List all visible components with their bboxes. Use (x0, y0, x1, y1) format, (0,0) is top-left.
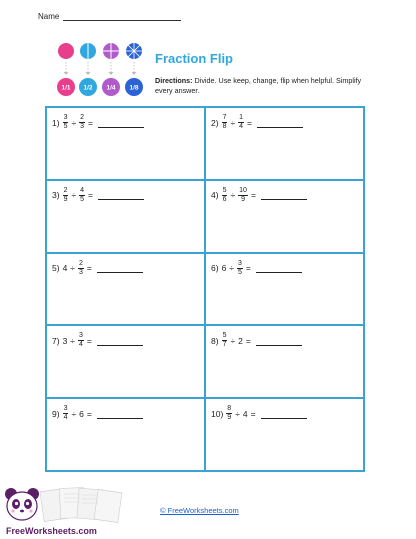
whole-number: 6 (221, 263, 227, 274)
denominator: 9 (227, 414, 232, 422)
problem-cell[interactable] (205, 107, 364, 180)
equals-sign: = (245, 263, 251, 274)
problem-expression (52, 187, 144, 204)
fraction (63, 405, 69, 422)
problem-expression (52, 260, 143, 277)
fraction (237, 260, 243, 277)
problem-expression (211, 260, 302, 277)
badge-label: 1/1 (61, 84, 71, 92)
whole-number: 6 (79, 408, 84, 419)
whole-number: 2 (238, 335, 243, 346)
fraction (238, 114, 244, 131)
down-arrow-icons (66, 62, 134, 73)
divide-sign: ÷ (230, 117, 236, 128)
fraction (63, 114, 69, 131)
divide-sign: ÷ (70, 263, 75, 274)
denominator: 9 (63, 195, 68, 203)
numerator: 1 (239, 114, 244, 121)
answer-blank[interactable] (97, 336, 143, 346)
answer-blank[interactable] (98, 190, 144, 200)
problem-cell[interactable] (205, 253, 364, 326)
denominator: 7 (222, 341, 227, 349)
problem-number: 1) (52, 117, 60, 128)
fraction (78, 332, 84, 349)
problem-number: 2) (211, 117, 219, 128)
divide-sign: ÷ (229, 263, 234, 274)
whole-number: 4 (62, 263, 68, 274)
problem-number: 3) (52, 190, 60, 201)
problem-number: 10) (211, 408, 224, 419)
fraction (222, 332, 228, 349)
equals-sign: = (250, 190, 256, 201)
panda-mascot-icon (5, 488, 39, 520)
whole-circle-icon (58, 43, 74, 59)
problem-cell[interactable] (46, 180, 205, 253)
fraction (222, 187, 228, 204)
problem-expression (52, 114, 144, 131)
numerator: 5 (222, 186, 227, 194)
numerator: 3 (63, 114, 68, 121)
badge-label: 1/4 (106, 84, 116, 92)
numerator: 3 (63, 405, 68, 413)
answer-blank[interactable] (97, 409, 143, 419)
problem-cell[interactable] (205, 325, 364, 398)
name-field (38, 11, 181, 21)
whole-number: 3 (62, 335, 68, 346)
denominator: 4 (239, 123, 244, 130)
fraction (63, 187, 69, 204)
numerator: 7 (222, 114, 227, 121)
equals-sign: = (247, 117, 253, 128)
numerator: 10 (239, 186, 247, 194)
fraction (78, 260, 84, 277)
denominator: 4 (78, 341, 83, 349)
denominator: 5 (237, 268, 242, 276)
numerator: 2 (78, 259, 83, 267)
fraction (226, 405, 232, 422)
whole-number: 4 (242, 408, 248, 419)
denominator: 3 (80, 123, 85, 130)
worksheet-stack-icon (40, 487, 122, 522)
divide-sign: ÷ (230, 335, 236, 346)
problem-cell[interactable] (46, 325, 205, 398)
numerator: 3 (78, 332, 83, 340)
freeworksheets-logo (0, 480, 150, 539)
answer-blank[interactable] (97, 263, 143, 273)
denominator: 8 (222, 123, 227, 130)
problem-cell[interactable] (205, 180, 364, 253)
divide-sign: ÷ (71, 408, 77, 419)
equals-sign: = (86, 335, 92, 346)
fraction (79, 187, 85, 204)
problem-number: 8) (211, 335, 219, 346)
badge-label: 1/2 (83, 84, 93, 92)
problem-expression (211, 114, 303, 131)
half-circle-icon (80, 43, 96, 59)
problem-grid (45, 106, 365, 472)
divide-sign: ÷ (235, 408, 240, 419)
problem-cell[interactable] (46, 253, 205, 326)
eighth-circle-icon (126, 43, 142, 59)
quarter-circle-icon (103, 43, 119, 59)
divide-sign: ÷ (230, 190, 236, 201)
answer-blank[interactable] (256, 336, 302, 346)
problem-cell[interactable] (46, 398, 205, 471)
numerator: 3 (237, 259, 242, 267)
equals-sign: = (86, 408, 92, 419)
problem-cell[interactable] (46, 107, 205, 180)
directions-text: Divide. Use keep, change, flip when helpful. Simplify every answer. (155, 76, 362, 95)
problem-cell[interactable] (205, 398, 364, 471)
numerator: 2 (80, 114, 85, 121)
numerator: 2 (63, 186, 68, 194)
answer-blank[interactable] (256, 263, 302, 273)
equals-sign: = (88, 117, 94, 128)
answer-blank[interactable] (257, 118, 303, 128)
denominator: 3 (78, 268, 83, 276)
problem-expression (52, 332, 143, 349)
brand-wordmark: FreeWorksheets.com (6, 526, 97, 536)
denominator: 9 (241, 195, 245, 203)
problem-expression (52, 405, 143, 422)
equals-sign: = (86, 263, 92, 274)
problem-expression (211, 405, 307, 422)
badge-label: 1/8 (129, 84, 139, 92)
equals-sign: = (245, 335, 251, 346)
problem-number: 5) (52, 263, 60, 274)
divide-sign: ÷ (71, 190, 77, 201)
fraction (222, 114, 228, 131)
numerator: 5 (222, 332, 227, 340)
equals-sign: = (250, 408, 256, 419)
divide-sign: ÷ (71, 117, 77, 128)
denominator: 6 (222, 195, 227, 203)
problem-number: 6) (211, 263, 219, 274)
problem-expression (211, 332, 302, 349)
fraction (79, 114, 85, 131)
worksheet-title: Fraction Flip (155, 51, 233, 66)
problem-number: 7) (52, 335, 60, 346)
equals-sign: = (88, 190, 94, 201)
divide-sign: ÷ (70, 335, 75, 346)
name-input-line[interactable] (63, 11, 181, 21)
answer-blank[interactable] (261, 190, 307, 200)
directions (155, 76, 380, 96)
name-label: Name (38, 12, 60, 21)
problem-number: 9) (52, 408, 60, 419)
directions-label: Directions: (155, 76, 193, 85)
numerator: 8 (227, 405, 232, 413)
numerator: 4 (80, 186, 85, 194)
copyright-link[interactable]: © FreeWorksheets.com (160, 506, 239, 515)
problem-number: 4) (211, 190, 219, 201)
answer-blank[interactable] (261, 409, 307, 419)
denominator: 4 (63, 414, 68, 422)
fraction (238, 187, 248, 204)
problem-expression (211, 187, 307, 204)
answer-blank[interactable] (98, 118, 144, 128)
denominator: 5 (80, 195, 85, 203)
denominator: 5 (63, 123, 68, 130)
fraction-circles-logo (56, 42, 146, 100)
